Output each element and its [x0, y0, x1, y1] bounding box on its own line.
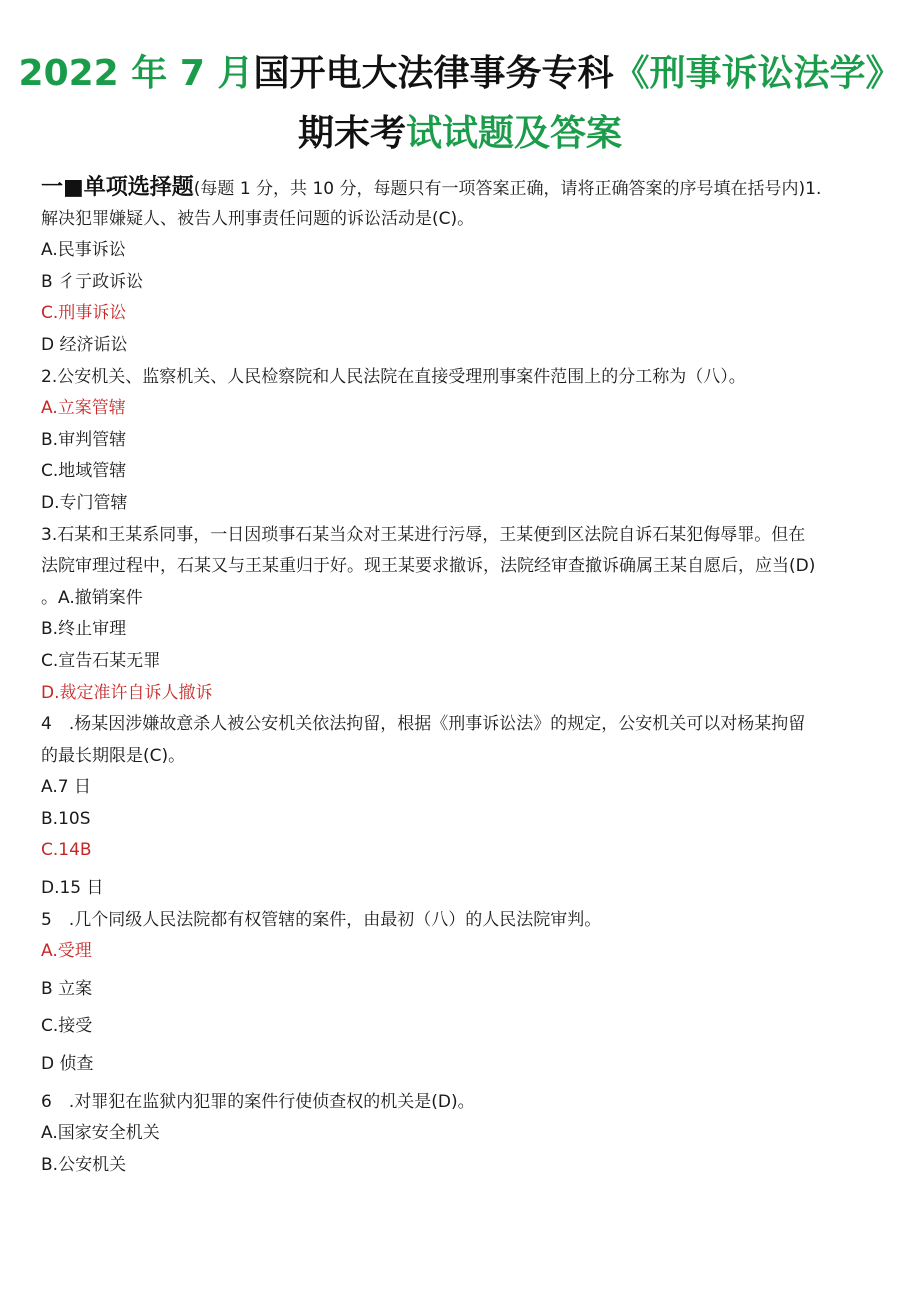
answer-option-line: A.立案管辖 — [41, 398, 126, 419]
title-year: 2022 — [18, 53, 119, 94]
section-instruction: (每题 1 分，共 10 分，每题只有一项答案正确，请将正确答案的序号填在括号内)1. — [193, 179, 822, 199]
exam-body — [41, 172, 881, 1181]
answer-option-line: C.14B — [41, 840, 92, 861]
exam-text-line: B.10S — [41, 808, 91, 829]
document-title-line-1 — [0, 52, 920, 96]
exam-text-line: 解决犯罪嫌疑人、被告人刑事责任问题的诉讼活动是(C)。 — [41, 208, 475, 229]
exam-text-line: A.民事诉讼 — [41, 240, 126, 261]
exam-text-line: D.专门管辖 — [41, 492, 128, 513]
answer-option-line: C.刑事诉讼 — [41, 303, 127, 324]
exam-text-line: C.地域管辖 — [41, 461, 127, 482]
exam-text-line: B.审判管辖 — [41, 429, 127, 450]
exam-text-line: 6 .对罪犯在监狱内犯罪的案件行使侦查权的机关是(D)。 — [41, 1091, 475, 1112]
title-course: 《刑事诉讼法学》 — [613, 53, 902, 94]
question-lines — [41, 204, 881, 1182]
title-line2-suffix: 试试题及答案 — [406, 113, 623, 154]
section-heading: 一■单项选择题 — [41, 175, 194, 200]
exam-text-line: 5 .几个同级人民法院都有权管辖的案件，由最初（八）的人民法院审判。 — [41, 909, 602, 930]
title-line2-prefix: 期末考 — [297, 113, 406, 154]
title-month: 7 — [179, 53, 205, 94]
document-title-line-2 — [0, 112, 920, 156]
section-heading-line — [41, 172, 881, 204]
title-school: 国开电大法律事务专科 — [253, 53, 614, 94]
exam-text-line: 2.公安机关、监察机关、人民检察院和人民法院在直接受理刑事案件范围上的分工称为（八）。 — [41, 366, 746, 387]
exam-text-line: B.公安机关 — [41, 1154, 127, 1175]
exam-text-line: B 立案 — [41, 978, 93, 999]
exam-text-line: D 经济诟讼 — [41, 334, 128, 355]
exam-text-line: 3.石某和王某系同事，一日因琐事石某当众对王某进行污辱，王某便到区法院自诉石某犯侮辱罪。但在 — [41, 524, 806, 545]
exam-text-line: B 彳亍政诉讼 — [41, 271, 144, 292]
exam-text-line: A.国家安全机关 — [41, 1123, 160, 1144]
exam-text-line: 的最长期限是(C)。 — [41, 745, 186, 766]
exam-text-line: 4 .杨某因涉嫌故意杀人被公安机关依法拘留，根据《刑事诉讼法》的规定，公安机关可以对杨某拘留 — [41, 714, 806, 735]
exam-text-line: 法院审理过程中，石某又与王某重归于好。现王某要求撤诉，法院经审查撤诉确属王某自愿后，应当(D) — [41, 556, 816, 577]
exam-text-line: A.7 日 — [41, 777, 91, 798]
answer-option-line: A.受理 — [41, 941, 92, 962]
exam-text-line: D 侦查 — [41, 1054, 94, 1075]
answer-option-line: D.裁定准许自诉人撤诉 — [41, 682, 213, 703]
exam-text-line: C.宣告石某无罪 — [41, 650, 161, 671]
exam-text-line: B.终止审理 — [41, 619, 127, 640]
exam-text-line: C.接受 — [41, 1016, 93, 1037]
exam-text-line: D.15 日 — [41, 878, 104, 899]
exam-text-line: 。A.撤销案件 — [41, 587, 143, 608]
title-month-unit: 月 — [217, 53, 254, 94]
title-year-unit: 年 — [131, 53, 168, 94]
